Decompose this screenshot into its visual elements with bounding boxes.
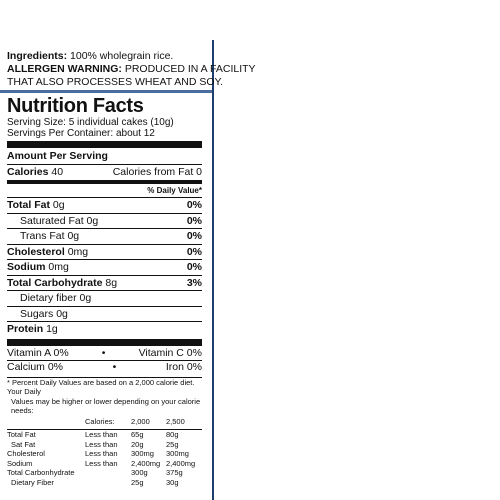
amount-per-serving bbox=[7, 149, 202, 164]
bullet-separator: • bbox=[101, 346, 106, 359]
dv-cell: Calories: bbox=[85, 417, 115, 427]
footnote bbox=[7, 377, 202, 416]
nutrient-dv: 3% bbox=[186, 276, 202, 289]
footnote-line-2: Values may be higher or lower depending on your calorie needs: bbox=[11, 396, 201, 415]
bullet-separator: • bbox=[112, 360, 117, 373]
nutrient-row-saturated-fat bbox=[7, 213, 202, 229]
nutrient-amount: 0g bbox=[79, 292, 92, 304]
ingredients-text: 100% wholegrain rice. bbox=[70, 50, 174, 62]
calories-label: Calories bbox=[7, 165, 49, 178]
ingredients-block bbox=[7, 50, 256, 89]
nutrient-amount: 0mg bbox=[67, 245, 89, 258]
dv-cell bbox=[7, 416, 85, 430]
nutrient-label: Total Fat bbox=[7, 199, 50, 211]
nutrient-amount: 1g bbox=[46, 323, 58, 335]
nutrient-row-cholesterol bbox=[7, 244, 202, 260]
dv-cell: Less than bbox=[85, 439, 118, 449]
medium-rule bbox=[7, 180, 202, 184]
nutrient-label: Saturated Fat bbox=[20, 214, 84, 227]
vitamin-row-2 bbox=[7, 360, 202, 374]
table-row bbox=[7, 478, 202, 488]
dv-cell bbox=[85, 478, 131, 488]
nutrient-row-total-carbohydrate bbox=[7, 275, 202, 291]
dv-cell: 65g bbox=[131, 430, 144, 439]
vitamin-a: Vitamin A 0% bbox=[7, 346, 69, 359]
nutrient-label: Cholesterol bbox=[7, 245, 65, 258]
thick-rule-bottom bbox=[7, 339, 202, 346]
table-row bbox=[7, 468, 202, 478]
allergen-label: ALLERGEN WARNING: bbox=[7, 63, 122, 75]
nutrient-dv: 0% bbox=[186, 214, 202, 227]
nutrient-name bbox=[7, 322, 58, 337]
nutrient-label: Total Carbohydrate bbox=[7, 276, 103, 289]
dv-cell: Dietary Fiber bbox=[11, 477, 54, 487]
nutrient-name bbox=[7, 276, 117, 291]
calories-left bbox=[7, 165, 63, 180]
allergen-text-1: PRODUCED IN A FACILITY bbox=[124, 63, 256, 75]
nutrient-row-dietary-fiber bbox=[7, 290, 202, 306]
ingredients-label: Ingredients: bbox=[7, 50, 68, 62]
serving-size: Serving Size: 5 individual cakes (10g) bbox=[7, 117, 174, 128]
nutrient-amount: 0g bbox=[67, 230, 80, 242]
daily-value-header-row bbox=[7, 185, 202, 197]
nutrient-row-sugars bbox=[7, 306, 202, 322]
amount-per-serving-label: Amount Per Serving bbox=[7, 150, 108, 162]
nutrient-row-sodium bbox=[7, 259, 202, 275]
nutrient-row-protein bbox=[7, 321, 202, 337]
nutrient-dv: 0% bbox=[186, 230, 202, 242]
dv-table-header bbox=[7, 416, 202, 430]
dv-cell: Less than bbox=[85, 449, 118, 459]
dv-cell: 300g bbox=[131, 468, 148, 478]
dv-cell: 30g bbox=[166, 477, 179, 487]
table-row bbox=[7, 440, 202, 450]
nutrient-label: Protein bbox=[7, 323, 44, 335]
dv-cell: Sodium bbox=[7, 458, 33, 468]
dv-cell: Less than bbox=[85, 430, 118, 439]
dv-cell: 20g bbox=[131, 439, 144, 449]
nutrition-title: Nutrition Facts bbox=[7, 95, 144, 117]
nutrient-row-trans-fat bbox=[7, 228, 202, 244]
table-row bbox=[7, 430, 202, 440]
dv-cell: 80g bbox=[166, 430, 179, 439]
nutrient-name bbox=[7, 245, 88, 260]
dv-cell: Total Fat bbox=[7, 430, 36, 439]
nutrient-name bbox=[20, 229, 79, 244]
nutrient-amount: 8g bbox=[105, 276, 118, 289]
section-divider bbox=[0, 90, 212, 93]
dv-cell: 300mg bbox=[131, 449, 154, 459]
nutrient-name bbox=[20, 214, 98, 229]
nutrient-name bbox=[7, 260, 69, 275]
nutrient-row-total-fat bbox=[7, 197, 202, 213]
nutrient-name bbox=[7, 198, 65, 213]
dv-cell: 300mg bbox=[166, 449, 189, 459]
nutrient-amount: 0g bbox=[56, 307, 68, 320]
nutrient-label: Dietary fiber bbox=[20, 292, 77, 304]
dv-cell: 2,400mg bbox=[131, 458, 161, 468]
servings-per-container: Servings Per Container: about 12 bbox=[7, 128, 155, 139]
nutrient-label: Sugars bbox=[20, 307, 54, 320]
table-row bbox=[7, 459, 202, 469]
calories-row bbox=[7, 164, 202, 180]
nutrient-label: Trans Fat bbox=[20, 230, 65, 242]
dv-cell: 25g bbox=[131, 477, 144, 487]
ingredients-line bbox=[7, 50, 210, 63]
vitamin-row-1 bbox=[7, 347, 202, 360]
dv-cell: 25g bbox=[166, 439, 179, 449]
nutrient-name bbox=[20, 291, 91, 306]
dv-cell bbox=[85, 468, 131, 478]
footnote-line-1: * Percent Daily Values are based on a 2,000 calorie diet. Your Daily bbox=[7, 377, 195, 396]
dv-cell: 2,400mg bbox=[166, 458, 196, 468]
nutrition-facts bbox=[7, 95, 202, 488]
nutrient-name bbox=[20, 307, 68, 322]
nutrient-dv: 0% bbox=[186, 199, 202, 211]
table-row bbox=[7, 449, 202, 459]
nutrient-dv: 0% bbox=[186, 261, 202, 273]
allergen-line-1 bbox=[7, 63, 256, 76]
daily-value-header: % Daily Value* bbox=[147, 186, 202, 195]
nutrient-amount: 0g bbox=[52, 199, 65, 211]
dv-cell: Sat Fat bbox=[11, 439, 36, 449]
dv-cell: 375g bbox=[166, 468, 183, 478]
vitamin-c: Vitamin C 0% bbox=[138, 346, 202, 359]
calories-value: 40 bbox=[51, 165, 64, 178]
calories-from-fat: Calories from Fat 0 bbox=[112, 165, 202, 178]
nutrient-dv: 0% bbox=[186, 245, 202, 258]
nutrient-amount: 0g bbox=[86, 214, 99, 227]
dv-cell: Less than bbox=[85, 458, 118, 468]
dv-cell: 2,000 bbox=[131, 417, 150, 427]
allergen-line-2: THAT ALSO PROCESSES WHEAT AND SOY. bbox=[7, 76, 224, 88]
dv-cell: Total Carbonhydrate bbox=[7, 468, 75, 478]
calcium: Calcium 0% bbox=[7, 360, 64, 373]
nutrient-label: Sodium bbox=[7, 261, 46, 273]
iron: Iron 0% bbox=[165, 360, 202, 373]
dv-cell: 2,500 bbox=[166, 417, 185, 427]
thick-rule bbox=[7, 141, 202, 148]
daily-values-table bbox=[7, 416, 202, 488]
nutrient-amount: 0mg bbox=[48, 261, 69, 273]
dv-cell: Cholesterol bbox=[7, 449, 45, 459]
